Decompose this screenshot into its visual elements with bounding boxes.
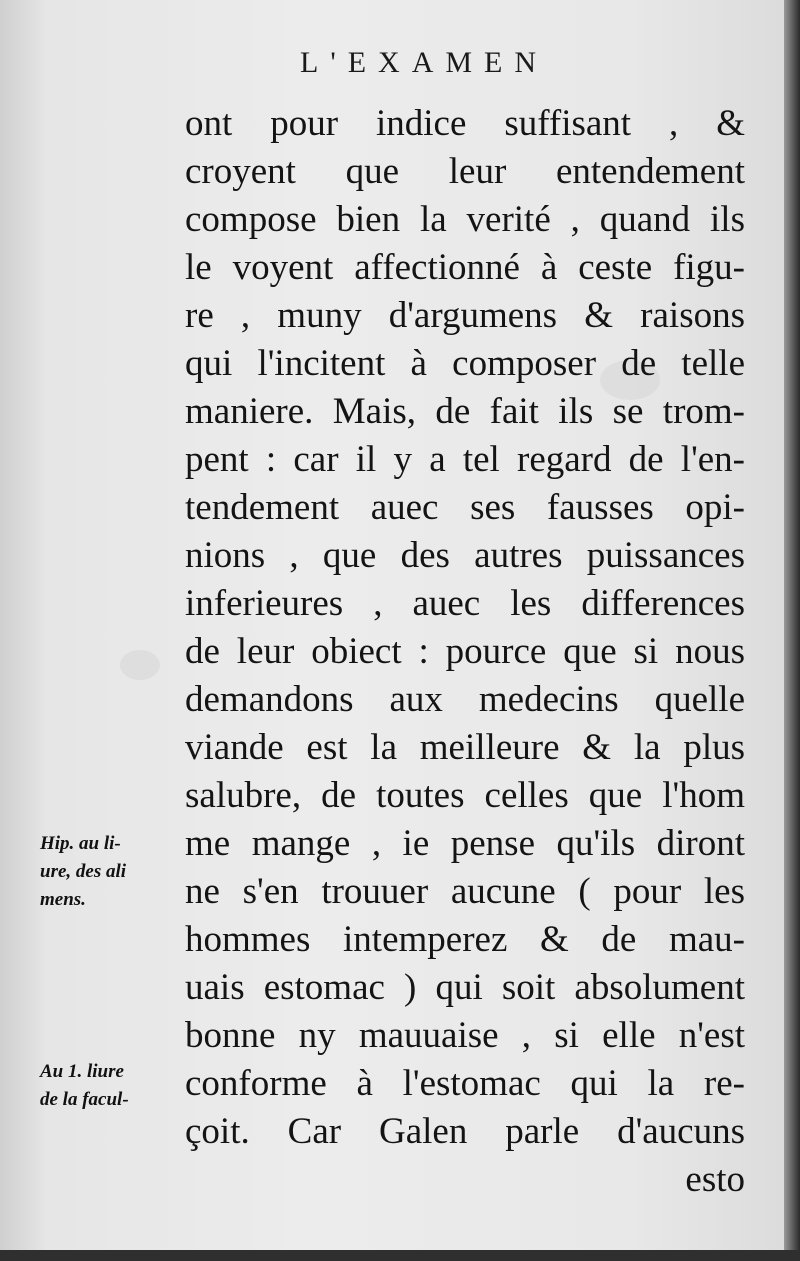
margin-note-line: ure, des ali	[40, 861, 127, 882]
text-line: pent : car il y a tel regard de l'en-	[185, 439, 745, 480]
text-line: qui l'incitent à composer de telle	[185, 343, 745, 384]
margin-note-line: Au 1. liure	[40, 1061, 124, 1082]
text-line: nions , que des autres puissances	[185, 535, 745, 576]
running-header: L'EXAMEN	[300, 46, 549, 79]
page-bottom-edge	[0, 1250, 800, 1261]
text-line: ont pour indice suffisant , &	[185, 103, 745, 144]
text-line: salubre, de toutes celles que l'hom	[185, 775, 745, 816]
text-line: croyent que leur entendement	[185, 151, 745, 192]
text-line: demandons aux medecins quelle	[185, 679, 745, 720]
text-line: hommes intemperez & de mau-	[185, 919, 745, 960]
margin-note-line: Hip. au li-	[40, 833, 121, 854]
text-line: le voyent affectionné à ceste figu-	[185, 247, 745, 288]
book-gutter	[784, 0, 800, 1261]
margin-note-line: de la facul-	[40, 1089, 129, 1110]
text-line: me mange , ie pense qu'ils diront	[185, 823, 745, 864]
margin-note-line: mens.	[40, 889, 86, 910]
body-text	[185, 100, 745, 1204]
text-line: compose bien la verité , quand ils	[185, 199, 745, 240]
text-line: viande est la meilleure & la plus	[185, 727, 745, 768]
text-line: çoit. Car Galen parle d'aucuns	[185, 1111, 745, 1152]
text-line: bonne ny mauuaise , si elle n'est	[185, 1015, 745, 1056]
text-line: tendement auec ses fausses opi-	[185, 487, 745, 528]
text-line: inferieures , auec les differences	[185, 583, 745, 624]
text-line: esto	[685, 1159, 745, 1200]
paper-stain	[120, 650, 160, 680]
margin-note-hippocrates	[40, 830, 190, 914]
text-line: uais estomac ) qui soit absolument	[185, 967, 745, 1008]
text-line: de leur obiect : pource que si nous	[185, 631, 745, 672]
text-line: re , muny d'argumens & raisons	[185, 295, 745, 336]
text-line: ne s'en trouuer aucune ( pour les	[185, 871, 745, 912]
margin-note-faculties	[40, 1058, 190, 1114]
text-line: conforme à l'estomac qui la re-	[185, 1063, 745, 1104]
text-line: maniere. Mais, de fait ils se trom-	[185, 391, 745, 432]
